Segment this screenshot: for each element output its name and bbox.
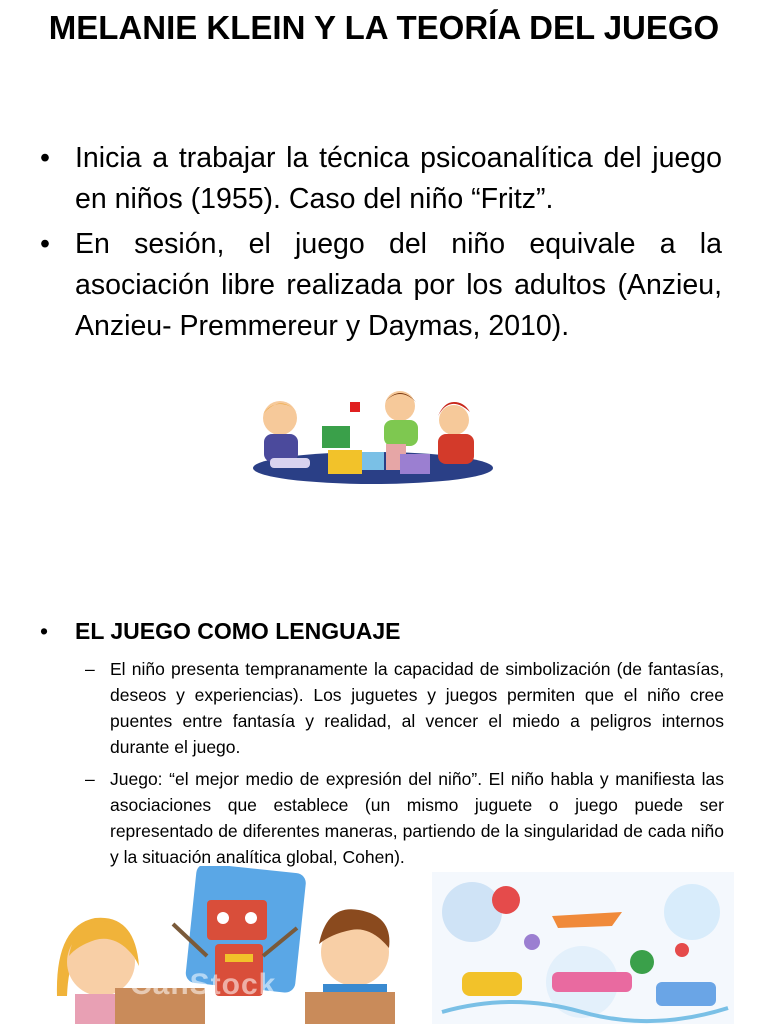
- sub-bullet-text: Juego: “el mejor medio de expresión del niño”. El niño habla y manifiesta las asociaciones que establece (un mismo juguete o juego puede ser representado de diferentes maneras, partiendo de la singularidad de cada niño y la situación analítica global, Cohen).: [110, 769, 724, 867]
- dash-marker: –: [85, 769, 95, 789]
- dash-marker: –: [85, 659, 95, 679]
- section-heading-text: EL JUEGO COMO LENGUAJE: [75, 618, 401, 644]
- bullet-text: Inicia a trabajar la técnica psicoanalítica del juego en niños (1955). Caso del niño “Fritz”.: [75, 142, 722, 215]
- list-item: [40, 656, 724, 760]
- page-title: MELANIE KLEIN Y LA TEORÍA DEL JUEGO: [48, 9, 720, 46]
- bullet-text: En sesión, el juego del niño equivale a la asociación libre realizada por los adultos (Anzieu, Anzieu- Premmereur y Daymas, 2010).: [75, 228, 722, 342]
- sub-bullet-text: El niño presenta tempranamente la capacidad de simbolización (de fantasías, deseos y experiencias). Los juguetes y juegos permiten que el niño cree puentes entre fantasía y realidad, al vencer el miedo a peligros internos durante el juego.: [110, 659, 724, 757]
- bullet-marker: •: [40, 142, 50, 174]
- list-item: [40, 138, 722, 220]
- bullet-marker: •: [40, 618, 49, 644]
- list-item: [40, 766, 724, 870]
- intro-bullet-list: [40, 138, 722, 351]
- play-as-language-section: [40, 614, 724, 876]
- children-playing-blocks-image: [250, 388, 496, 488]
- bullet-marker: •: [40, 228, 50, 260]
- section-heading: [40, 614, 724, 648]
- children-drawing-collage-image: [432, 872, 734, 1024]
- list-item: [40, 224, 722, 347]
- watermark: CanStock: [130, 968, 277, 1001]
- sub-bullet-list: [40, 656, 724, 870]
